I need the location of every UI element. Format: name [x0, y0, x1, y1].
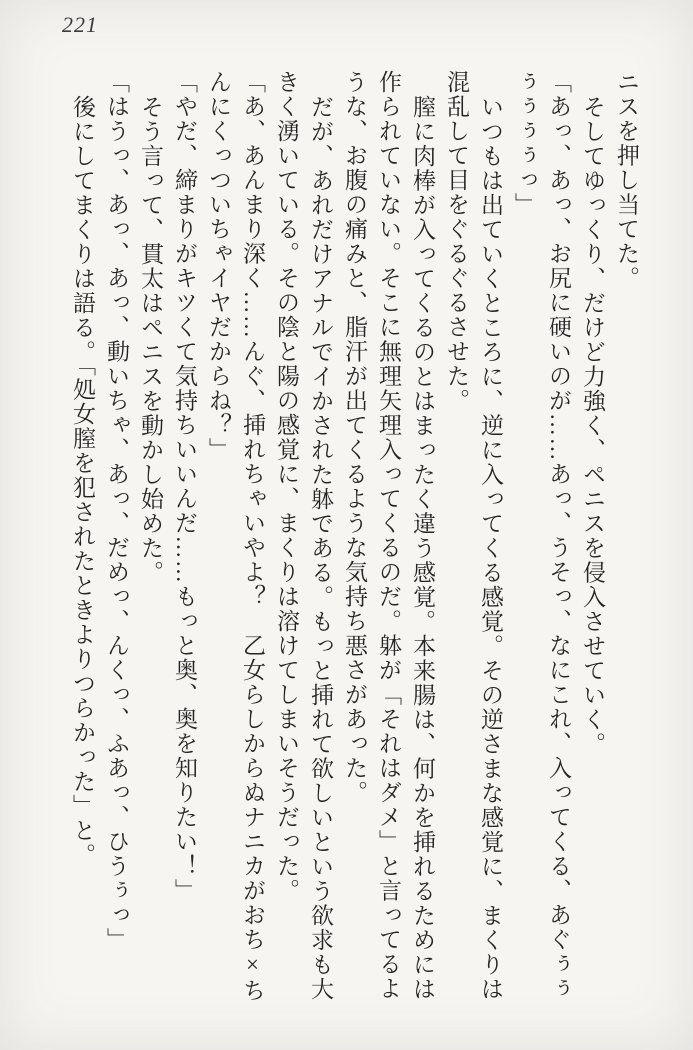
text-line: 混乱して目をぐるぐるさせた。	[444, 70, 469, 413]
text-line: 「あ、あんまり深く……んぐ、挿れちゃいやよ？ 乙女らしからぬナニカがおち×ち	[240, 70, 265, 1003]
page-number: 221	[62, 12, 98, 37]
text-line: 「あっ、あっ、お尻に硬いのが……あっ、うそっ、なにこれ、入ってくる、あぐぅぅ	[546, 70, 571, 1001]
text-line: うな、お腹の痛みと、脂汗が出てくるような気持ち悪さがあった。	[342, 70, 367, 805]
text-line: 「はうっ、あっ、あっ、動いちゃ、あっ、だめっ、んくっ、ふあっ、ひうぅっ」	[104, 70, 129, 952]
text-line: そしてゆっくり、だけど力強く、ペニスを侵入させていく。	[580, 95, 605, 757]
text-line: そう言って、貫太はペニスを動かし始めた。	[138, 95, 163, 585]
text-line: いつもは出ていくところに、逆に入ってくる感覚。その逆さまな感覚に、まくりは	[478, 95, 503, 1002]
text-line: ニスを押し当てた。	[614, 70, 639, 291]
text-line: 作られていない。そこに無理矢理入ってくるのだ。躰が「それはダメ」と言ってるよ	[376, 70, 401, 1001]
text-line: きく湧いている。その陰と陽の感覚に、まくりは溶けてしまいそうだった。	[274, 70, 299, 903]
text-line: ぅぅぅぅっ」	[512, 70, 537, 217]
text-line: 「やだ、締まりがキツくて気持ちいいんだ……もっと奥、奥を知りたい！」	[172, 70, 197, 903]
text-line: だが、あれだけアナルでイかされた躰である。もっと挿れて欲しいという欲求も大	[308, 95, 333, 1002]
text-line: 膣に肉棒が入ってくるのとはまったく違う感覚。本来腸は、何かを挿れるためには	[410, 95, 435, 1002]
text-columns	[65, 70, 643, 1020]
text-line: んにくっついちゃイヤだからね？」	[206, 70, 231, 462]
text-line: 後にしてまくりは語る。「処女膣を犯されたときよりつらかった」と。	[70, 95, 95, 868]
